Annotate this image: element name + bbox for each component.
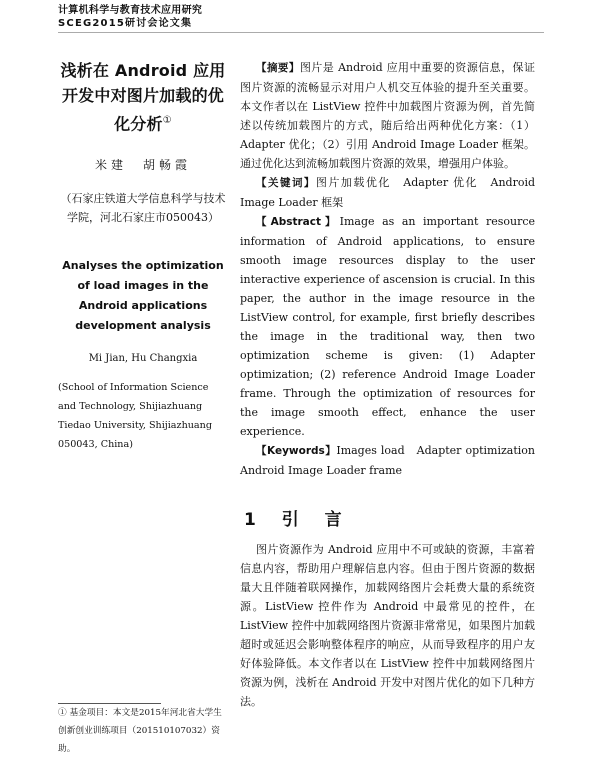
header-line-2: SCEG2015研讨会论文集 bbox=[58, 18, 193, 29]
chinese-authors: 米建 胡畅霞 bbox=[94, 158, 191, 173]
english-abstract bbox=[240, 212, 535, 441]
english-authors: Mi Jian, Hu Changxia bbox=[88, 353, 198, 365]
english-affiliation: (School of Information Science and Technology, Shijiazhuang Tiedao University, Shijiazhuang 050043, China) bbox=[58, 382, 212, 451]
section-body: 图片资源作为 Android 应用中不可或缺的资源，丰富着信息内容，帮助用户理解信息内容。但由于图片资源的数据量大且伴随着联网操作，加载网络图片会耗费大量的系统资源。ListView 控件作为 Android 中最常见的控件，在 ListView 控件中加载网络图片资源非常常见，如果图片加载超时或延迟会影响整体程序的响应，从而导致程序的用户友好体验降低。本文作者以在 ListView 控件中加载网络图片资源为例，浅析在 Android 开发中对图片优化的如下几种方法。 bbox=[240, 543, 535, 708]
chinese-title bbox=[58, 58, 228, 136]
header-line-1: 计算机科学与教育技术应用研究 bbox=[58, 5, 203, 16]
chinese-abstract-label: 【摘要】 bbox=[256, 62, 300, 74]
chinese-abstract bbox=[240, 58, 535, 173]
english-keywords bbox=[240, 441, 547, 480]
english-title: Analyses the optimization of load images in the Android applications development analysis bbox=[62, 259, 224, 333]
title-column bbox=[58, 58, 228, 454]
chinese-keywords bbox=[240, 173, 535, 212]
english-abstract-label: 【Abstract】 bbox=[256, 216, 340, 228]
abstract-column bbox=[240, 58, 547, 711]
chinese-keywords-label: 【关键词】 bbox=[256, 177, 316, 189]
footnote: ① 基金项目：本文是2015年河北省大学生创新创业训练项目（201510107032）资助。 bbox=[58, 708, 222, 754]
running-header bbox=[58, 4, 358, 30]
chinese-title-text: 浅析在 Android 应用开发中对图片加载的优化分析 bbox=[60, 61, 226, 134]
section-heading: 1 引 言 bbox=[244, 510, 352, 530]
chinese-keywords-text: 图片加载优化 Adapter 优化 Android Image Loader 框架 bbox=[240, 176, 536, 209]
english-keywords-label: 【Keywords】 bbox=[256, 445, 337, 457]
title-footnote-mark: ① bbox=[162, 115, 172, 126]
header-rule bbox=[58, 32, 544, 33]
english-keywords-text: Images load Adapter optimization Android Image Loader frame bbox=[240, 444, 547, 477]
english-abstract-text: Image as an important resource information of Android applications, to ensure smooth image resources display to the user interactive experience of ascension is crucial. In this paper, the author in the image resource in the ListView control, for example, first briefly describes the image in the traditional way, then two optimization scheme is given: (1) Adapter optimization; (2) reference Android Image Loader frame. Through the optimization of resources for the image smooth effect, enhance the user experience. bbox=[240, 215, 536, 438]
chinese-affiliation: （石家庄铁道大学信息科学与技术学院，河北石家庄市050043） bbox=[60, 192, 226, 225]
chinese-abstract-text: 图片是 Android 应用中重要的资源信息，保证图片资源的流畅显示对用户人机交互体验的提升至关重要。本文作者以在 ListView 控件中加载图片资源为例，首先简述以传统加载图片的方式，随后给出两种优化方案：（1）Adapter 优化；（2）引用 Android Image Loader 框架。通过优化达到流畅加载图片资源的效果，增强用户体验。 bbox=[240, 61, 535, 170]
